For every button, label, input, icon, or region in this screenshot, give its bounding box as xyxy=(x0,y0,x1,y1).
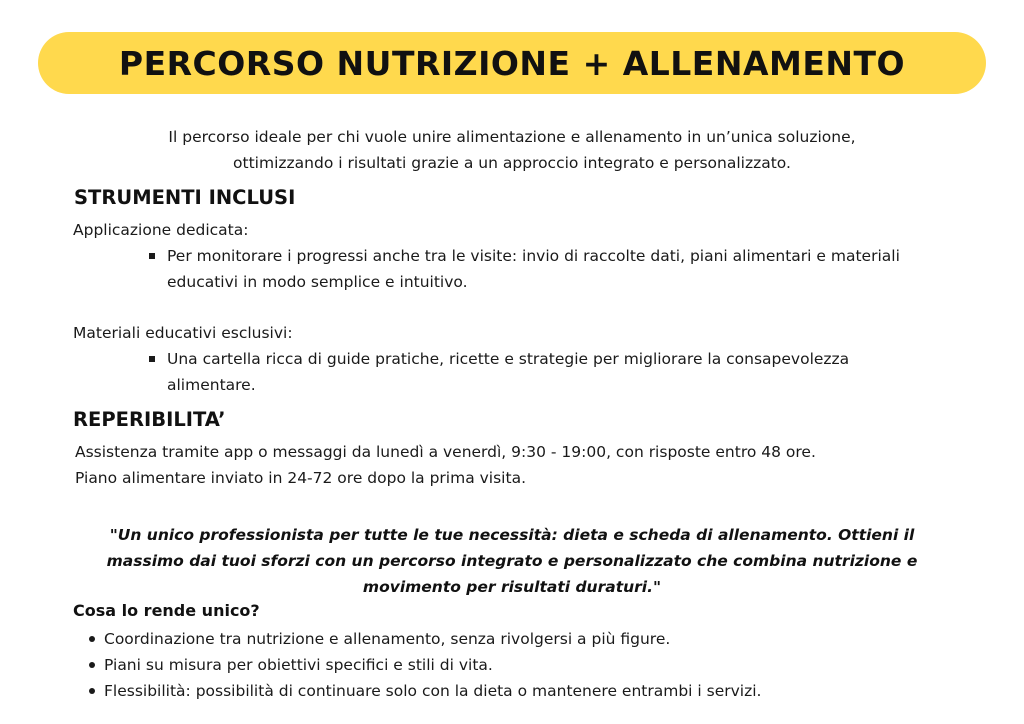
app-bullet-line: Per monitorare i progressi anche tra le visite: invio di raccolte dati, piani alimentari e materiali xyxy=(167,247,900,265)
reperibilita-line: Piano alimentare inviato in 24-72 ore dopo la prima visita. xyxy=(75,469,526,487)
reperibilita-heading: REPERIBILITA’ xyxy=(73,408,226,431)
quote-line: massimo dai tuoi sforzi con un percorso integrato e personalizzato che combina nutrizione e xyxy=(106,552,918,570)
list-item xyxy=(104,652,761,678)
strumenti-heading: STRUMENTI INCLUSI xyxy=(74,186,296,209)
quote-line: movimento per risultati duraturi." xyxy=(362,578,662,596)
materials-bullet-line: alimentare. xyxy=(167,376,256,394)
bullet-icon xyxy=(89,662,95,668)
app-bullet-item xyxy=(167,243,900,295)
unique-list xyxy=(104,626,761,704)
page-title: PERCORSO NUTRIZIONE + ALLENAMENTO xyxy=(118,43,906,83)
materials-label: Materiali educativi esclusivi: xyxy=(73,324,293,342)
list-item xyxy=(104,626,761,652)
square-bullet-icon xyxy=(149,356,155,362)
list-item-text: Piani su misura per obiettivi specifici e stili di vita. xyxy=(104,656,493,674)
intro-paragraph xyxy=(60,124,964,176)
bullet-icon xyxy=(89,636,95,642)
list-item-text: Coordinazione tra nutrizione e allenamento, senza rivolgersi a più figure. xyxy=(104,630,671,648)
list-item-text: Flessibilità: possibilità di continuare solo con la dieta o mantenere entrambi i servizi. xyxy=(104,682,762,700)
square-bullet-icon xyxy=(149,253,155,259)
quote-block xyxy=(60,522,964,600)
list-item xyxy=(104,678,761,704)
materials-bullet-line: Una cartella ricca di guide pratiche, ricette e strategie per migliorare la consapevolezza xyxy=(167,350,850,368)
quote-line: "Un unico professionista per tutte le tue necessità: dieta e scheda di allenamento. Ottieni il xyxy=(109,526,915,544)
title-banner xyxy=(38,32,986,94)
app-label: Applicazione dedicata: xyxy=(73,221,249,239)
intro-line: ottimizzando i risultati grazie a un approccio integrato e personalizzato. xyxy=(233,154,791,172)
materials-bullet-item xyxy=(167,346,849,398)
intro-line: Il percorso ideale per chi vuole unire alimentazione e allenamento in un’unica soluzione, xyxy=(168,128,856,146)
app-bullet-line: educativi in modo semplice e intuitivo. xyxy=(167,273,468,291)
reperibilita-line: Assistenza tramite app o messaggi da lunedì a venerdì, 9:30 - 19:00, con risposte entro 48 ore. xyxy=(75,443,816,461)
unique-heading: Cosa lo rende unico? xyxy=(73,601,260,620)
bullet-icon xyxy=(89,688,95,694)
